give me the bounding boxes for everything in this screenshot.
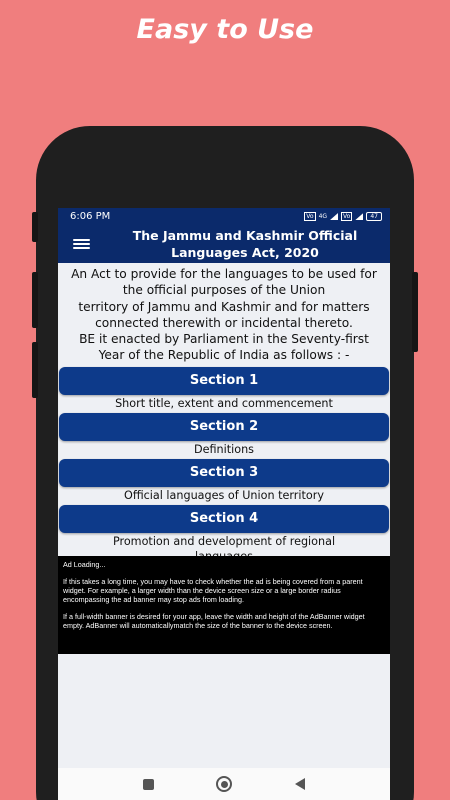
phone-side-button [32, 212, 38, 242]
app-title: The Jammu and Kashmir Official Languages Act, 2020 [132, 228, 358, 260]
preamble-line: connected therewith or incidental thereto. [95, 315, 353, 330]
section-4-title-line: Promotion and development of regional [112, 534, 336, 548]
preamble-line: An Act to provide for the languages to be used for [71, 267, 377, 281]
phone-screen [58, 208, 390, 800]
signal-icon [330, 213, 338, 220]
phone-side-button [412, 272, 418, 352]
app-bar [58, 225, 390, 263]
preamble-line: the official purposes of the Union [122, 283, 326, 298]
preamble-line: Year of the Republic of India as follows : - [98, 348, 350, 363]
volte-icon: Vo [306, 213, 314, 220]
home-button[interactable] [186, 768, 262, 800]
status-bar [58, 208, 390, 225]
system-nav-bar [58, 768, 390, 800]
section-2-button[interactable]: Section 2 [59, 413, 389, 441]
back-button[interactable] [262, 768, 338, 800]
ad-info-text: If a full-width banner is desired for your app, leave the width and height of the AdBanner widget empty. AdBanner will automaticallymatch the size of the banner to the device screen. [63, 612, 365, 630]
menu-button[interactable] [58, 225, 104, 263]
preamble-line: territory of Jammu and Kashmir and for matters [78, 299, 370, 314]
preamble-line: BE it enacted by Parliament in the Seventy-first [79, 332, 369, 347]
section-3-button[interactable]: Section 3 [59, 459, 389, 487]
status-time: 6:06 PM [70, 211, 111, 222]
section-3-title: Official languages of Union territory [124, 488, 324, 502]
recents-icon [143, 779, 154, 790]
phone-side-button [32, 342, 38, 398]
preamble-text [58, 263, 390, 364]
section-4-button[interactable]: Section 4 [59, 505, 389, 533]
section-2-title: Definitions [193, 442, 254, 456]
signal-icon [355, 213, 363, 220]
phone-side-button [32, 272, 38, 328]
battery-icon: 47 [366, 212, 382, 221]
promo-title: Easy to Use [136, 14, 314, 45]
section-1-title: Short title, extent and commencement [115, 396, 333, 410]
section-1-button[interactable]: Section 1 [59, 367, 389, 395]
recents-button[interactable] [110, 768, 186, 800]
volte-icon: Vo [343, 213, 351, 220]
menu-icon [73, 239, 90, 249]
ad-info-text: If this takes a long time, you may have to check whether the ad is being covered from a parent widget. For example, a larger width than the device screen size or a large border radius encompassing the ad banner may stop ads from loading. [63, 577, 363, 604]
status-icons [304, 212, 382, 221]
back-icon [295, 778, 305, 790]
home-icon [216, 776, 232, 792]
ad-banner[interactable] [58, 556, 390, 654]
network-4g-icon: 4G [318, 213, 328, 220]
ad-loading-text: Ad Loading... [63, 560, 106, 569]
